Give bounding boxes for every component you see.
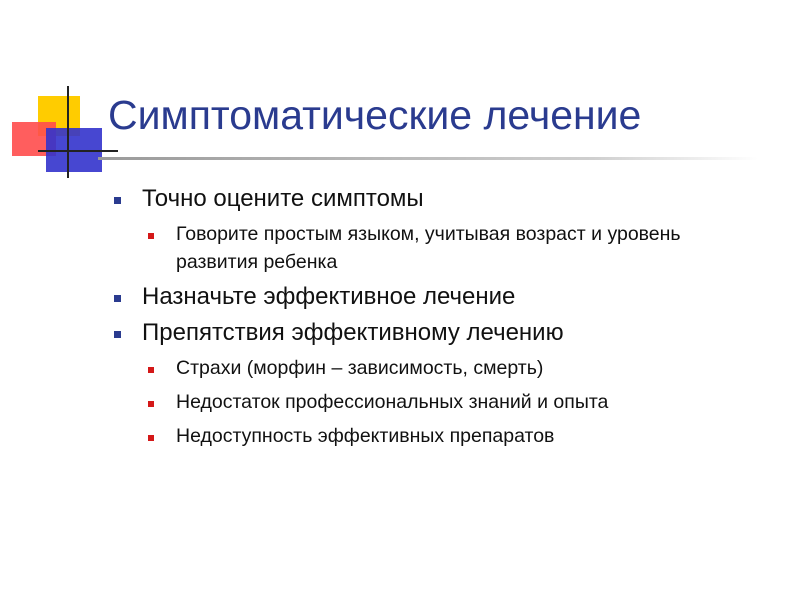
sub-bullet-text: Страхи (морфин – зависимость, смерть) <box>176 357 544 379</box>
square-bullet-icon <box>114 295 121 302</box>
sub-bullet-text: Говорите простым языком, учитывая возраст и уровень развития ребенка <box>176 223 681 273</box>
sub-bullet-text: Недостаток профессиональных знаний и опыта <box>176 391 609 413</box>
bullet-item <box>108 318 768 348</box>
bullet-item <box>108 184 768 214</box>
slide-title: Симптоматические лечение <box>108 92 642 138</box>
sub-bullet-item <box>108 354 768 382</box>
bullet-text: Точно оцените симптомы <box>142 185 424 212</box>
square-bullet-icon <box>148 233 154 239</box>
square-bullet-icon <box>148 401 154 407</box>
bullet-list <box>108 184 768 456</box>
bullet-text: Назначьте эффективное лечение <box>142 283 516 310</box>
sub-bullet-text: Недоступность эффективных препаратов <box>176 425 555 447</box>
square-bullet-icon <box>114 197 121 204</box>
square-bullet-icon <box>114 331 121 338</box>
square-bullet-icon <box>148 367 154 373</box>
bullet-item <box>108 282 768 312</box>
decor-vertical-line <box>67 86 69 178</box>
bullet-text: Препятствия эффективному лечению <box>142 319 564 346</box>
sub-bullet-item <box>108 220 768 276</box>
sub-bullet-item <box>108 388 768 416</box>
sub-bullet-item <box>108 422 768 450</box>
square-bullet-icon <box>148 435 154 441</box>
decor-horizontal-line <box>38 150 118 152</box>
title-divider <box>98 157 758 160</box>
